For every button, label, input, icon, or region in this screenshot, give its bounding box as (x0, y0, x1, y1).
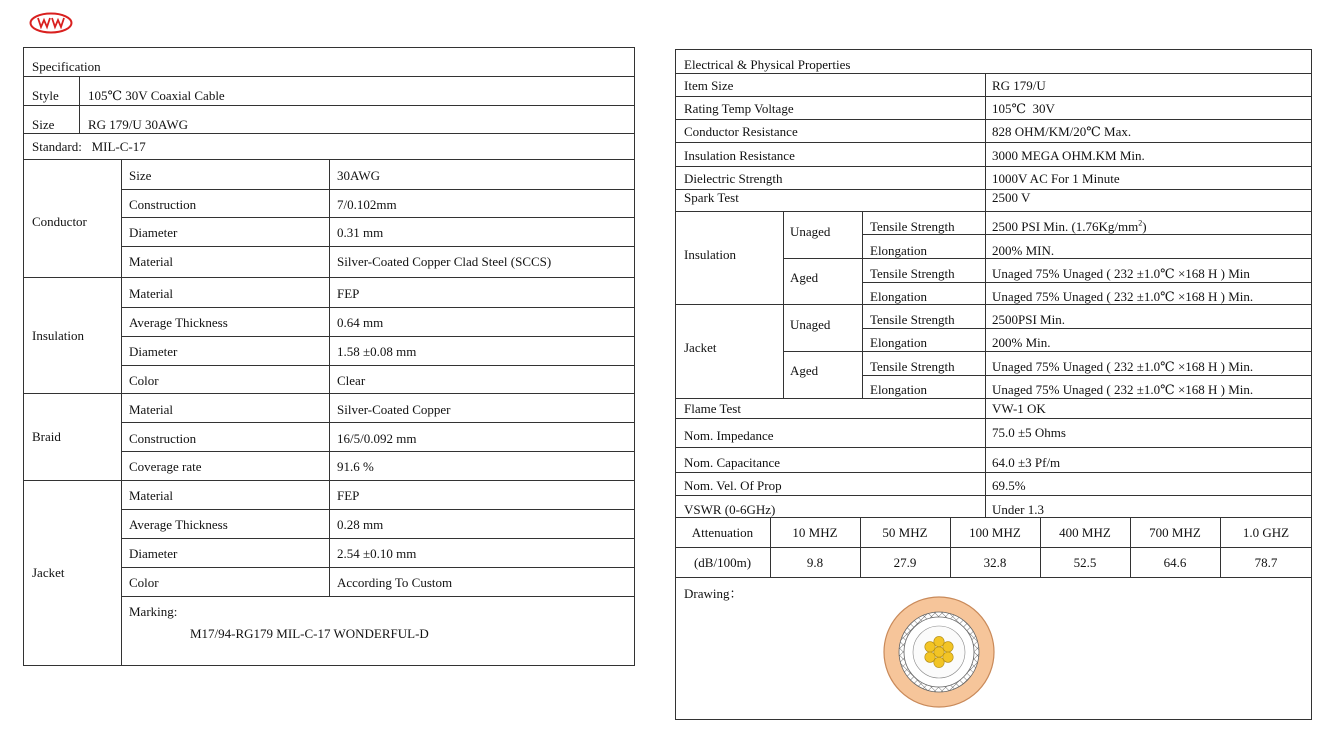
item-size-value: RG 179/U (992, 78, 1046, 93)
drawing-label: Drawing： (684, 586, 743, 601)
rating-value: 105℃ 30V (992, 101, 1055, 116)
conductor-construction-value: 7/0.102mm (337, 197, 397, 212)
jacket-color-value: According To Custom (337, 575, 453, 590)
rp-jkt-unaged-tensile-value: 2500PSI Min. (992, 312, 1065, 327)
rp-ins-unaged-elong-label: Elongation (870, 243, 928, 258)
jacket-thickness-label: Average Thickness (129, 517, 228, 532)
atten-freq-6: 1.0 GHZ (1242, 525, 1290, 540)
spark-test-value: 2500 V (992, 190, 1031, 205)
conductor-group-label: Conductor (32, 214, 87, 229)
insulation-diameter-value: 1.58 ±0.08 mm (337, 344, 417, 359)
vswr-value: Under 1.3 (992, 502, 1044, 517)
conductor-diameter-label: Diameter (129, 225, 178, 240)
attenuation-unit: (dB/100m) (693, 555, 752, 570)
insulation-material-label: Material (129, 286, 174, 301)
rating-label: Rating Temp Voltage (684, 101, 794, 116)
atten-value-1: 9.8 (806, 555, 824, 570)
conductor-material-label: Material (129, 254, 174, 269)
insulation-resistance-label: Insulation Resistance (684, 148, 795, 163)
braid-group-label: Braid (32, 429, 61, 444)
rp-insulation-aged: Aged (790, 270, 819, 285)
insulation-resistance-value: 3000 MEGA OHM.KM Min. (992, 148, 1145, 163)
marking-value: M17/94-RG179 MIL-C-17 WONDERFUL-D (190, 626, 429, 641)
braid-construction-value: 16/5/0.092 mm (337, 431, 417, 446)
rp-jacket-aged: Aged (790, 363, 819, 378)
rp-ins-aged-elong-label: Elongation (870, 289, 928, 304)
rp-jkt-unaged-elong-value: 200% Min. (992, 335, 1051, 350)
atten-value-5: 64.6 (1163, 555, 1187, 570)
braid-coverage-value: 91.6 % (337, 459, 374, 474)
item-size-label: Item Size (684, 78, 734, 93)
jacket-group-label: Jacket (32, 565, 65, 580)
rp-insulation-label: Insulation (684, 247, 736, 262)
braid-material-label: Material (129, 402, 174, 417)
rp-jacket-label: Jacket (684, 340, 717, 355)
rp-ins-unaged-elong-value: 200% MIN. (992, 243, 1055, 258)
impedance-label: Nom. Impedance (684, 428, 774, 443)
rp-jkt-unaged-tensile-label: Tensile Strength (870, 312, 955, 327)
flame-test-label: Flame Test (684, 401, 741, 416)
rp-ins-aged-elong-value: Unaged 75% Unaged ( 232 ±1.0℃ ×168 H ) Min. (992, 289, 1254, 304)
size-value: RG 179/U 30AWG (88, 117, 189, 132)
rp-ins-aged-tensile-value: Unaged 75% Unaged ( 232 ±1.0℃ ×168 H ) Min (992, 266, 1250, 281)
jacket-thickness-value: 0.28 mm (337, 517, 384, 532)
conductor-size-value: 30AWG (337, 168, 381, 183)
atten-freq-4: 400 MHZ (1059, 525, 1111, 540)
impedance-value: 75.0 ±5 Ohms (992, 425, 1066, 440)
spark-test-label: Spark Test (684, 190, 739, 205)
conductor-construction-label: Construction (129, 197, 197, 212)
wd-logo-icon (29, 12, 73, 34)
size-label: Size (32, 117, 55, 132)
conductor-resistance-value: 828 OHM/KM/20℃ Max. (992, 124, 1132, 139)
capacitance-label: Nom. Capacitance (684, 455, 781, 470)
vswr-label: VSWR (0-6GHz) (684, 502, 776, 517)
insulation-group-label: Insulation (32, 328, 84, 343)
rp-ins-unaged-tensile-label: Tensile Strength (870, 219, 955, 234)
atten-value-2: 27.9 (893, 555, 917, 570)
jacket-material-value: FEP (337, 488, 360, 503)
rp-jkt-aged-elong-value: Unaged 75% Unaged ( 232 ±1.0℃ ×168 H ) Min. (992, 382, 1254, 397)
atten-value-6: 78.7 (1254, 555, 1278, 570)
rp-jacket-unaged: Unaged (790, 317, 831, 332)
specification-heading: Specification (32, 59, 101, 74)
insulation-thickness-label: Average Thickness (129, 315, 228, 330)
dielectric-value: 1000V AC For 1 Minute (992, 171, 1120, 186)
insulation-diameter-label: Diameter (129, 344, 178, 359)
braid-material-value: Silver-Coated Copper (337, 402, 451, 417)
insulation-color-value: Clear (337, 373, 366, 388)
conductor-material-value: Silver-Coated Copper Clad Steel (SCCS) (337, 254, 552, 269)
conductor-diameter-value: 0.31 mm (337, 225, 384, 240)
marking-label: Marking: (129, 604, 178, 619)
insulation-color-label: Color (129, 373, 159, 388)
atten-freq-3: 100 MHZ (969, 525, 1021, 540)
jacket-diameter-label: Diameter (129, 546, 178, 561)
rp-ins-aged-tensile-label: Tensile Strength (870, 266, 955, 281)
vel-prop-value: 69.5% (992, 478, 1026, 493)
braid-construction-label: Construction (129, 431, 197, 446)
rp-insulation-unaged: Unaged (790, 224, 831, 239)
insulation-material-value: FEP (337, 286, 360, 301)
flame-test-value: VW-1 OK (992, 401, 1046, 416)
atten-freq-1: 10 MHZ (792, 525, 838, 540)
rp-jkt-unaged-elong-label: Elongation (870, 335, 928, 350)
cable-cross-section-icon (882, 595, 996, 709)
rp-jkt-aged-tensile-value: Unaged 75% Unaged ( 232 ±1.0℃ ×168 H ) Min. (992, 359, 1254, 374)
conductor-resistance-label: Conductor Resistance (684, 124, 798, 139)
jacket-diameter-value: 2.54 ±0.10 mm (337, 546, 417, 561)
jacket-color-label: Color (129, 575, 159, 590)
style-label: Style (32, 88, 59, 103)
capacitance-value: 64.0 ±3 Pf/m (992, 455, 1061, 470)
conductor-size-label: Size (129, 168, 152, 183)
rp-jkt-aged-elong-label: Elongation (870, 382, 928, 397)
vel-prop-label: Nom. Vel. Of Prop (684, 478, 782, 493)
insulation-thickness-value: 0.64 mm (337, 315, 384, 330)
atten-value-4: 52.5 (1073, 555, 1097, 570)
braid-coverage-label: Coverage rate (129, 459, 202, 474)
attenuation-label: Attenuation (691, 525, 754, 540)
atten-freq-5: 700 MHZ (1149, 525, 1201, 540)
atten-value-3: 32.8 (983, 555, 1007, 570)
rp-jkt-aged-tensile-label: Tensile Strength (870, 359, 955, 374)
standard-text: Standard: MIL-C-17 (32, 139, 146, 154)
dielectric-label: Dielectric Strength (684, 171, 783, 186)
rp-ins-unaged-tensile-value: 2500 PSI Min. $(1.76Kg/mm^2)$ (992, 218, 1147, 234)
properties-heading: Electrical & Physical Properties (684, 57, 851, 72)
atten-freq-2: 50 MHZ (882, 525, 928, 540)
style-value: 105℃ 30V Coaxial Cable (88, 88, 225, 103)
jacket-material-label: Material (129, 488, 174, 503)
